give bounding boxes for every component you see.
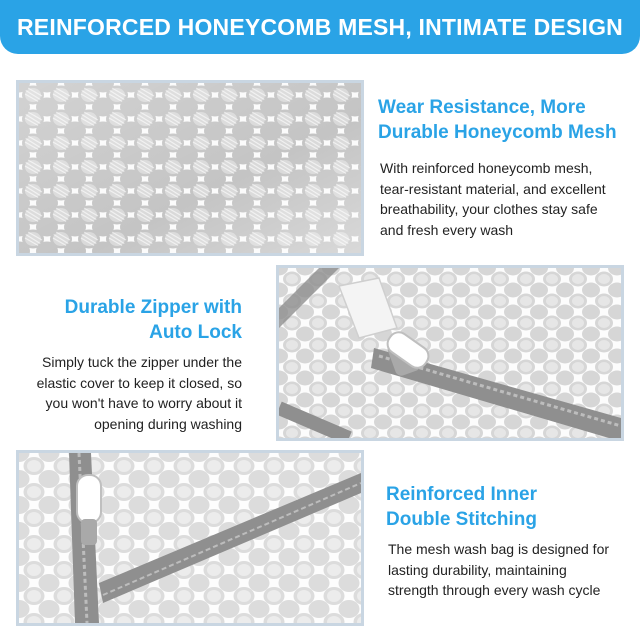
section-2-body-line-1: Simply tuck the zipper under the: [42, 354, 242, 370]
section-1-heading: [378, 95, 634, 145]
section-3-body-line-3: strength through every wash cycle: [388, 582, 601, 598]
section-3-heading-line-2: Double Stitching: [386, 509, 537, 530]
section-2-body-line-3: you won't have to worry about it: [45, 395, 242, 411]
honeycomb-mesh-image: [16, 80, 364, 256]
section-2-body-line-2: elastic cover to keep it closed, so: [36, 374, 242, 391]
zipper-auto-lock-image: [276, 265, 624, 441]
section-3-heading-line-1: Reinforced Inner: [386, 484, 537, 505]
section-2-body-line-4: opening during washing: [94, 415, 242, 432]
double-stitching-zipper-icon: [19, 453, 361, 623]
section-1-heading-line-1: Wear Resistance, More: [378, 97, 586, 118]
section-1-body-line-4: and fresh every wash: [380, 221, 514, 238]
section-1-body-line-3: breathability, your clothes stay safe: [380, 201, 598, 217]
section-1-body: [380, 158, 636, 240]
honeycomb-mesh-closeup-icon: [19, 83, 361, 253]
section-2-heading-line-1: Durable Zipper with: [64, 297, 242, 318]
section-2-heading: [20, 295, 242, 345]
section-1-heading-line-2: Durable Honeycomb Mesh: [378, 122, 617, 143]
top-banner: [0, 0, 640, 54]
section-2-heading-line-2: Auto Lock: [149, 322, 242, 343]
section-1-body-line-2: tear-resistant material, and excellent: [380, 180, 606, 197]
section-3-body-line-2: lasting durability, maintaining: [388, 561, 567, 578]
zipper-auto-lock-icon: [279, 268, 621, 438]
section-3-body: [388, 539, 638, 601]
section-3-heading: [386, 482, 636, 532]
section-3-body-line-1: The mesh wash bag is designed for: [388, 541, 610, 557]
double-stitching-image: [16, 450, 364, 626]
banner-title: REINFORCED HONEYCOMB MESH, INTIMATE DESIGN: [17, 13, 623, 40]
section-1-body-line-1: With reinforced honeycomb mesh,: [380, 160, 593, 176]
section-2-body: [6, 352, 242, 434]
